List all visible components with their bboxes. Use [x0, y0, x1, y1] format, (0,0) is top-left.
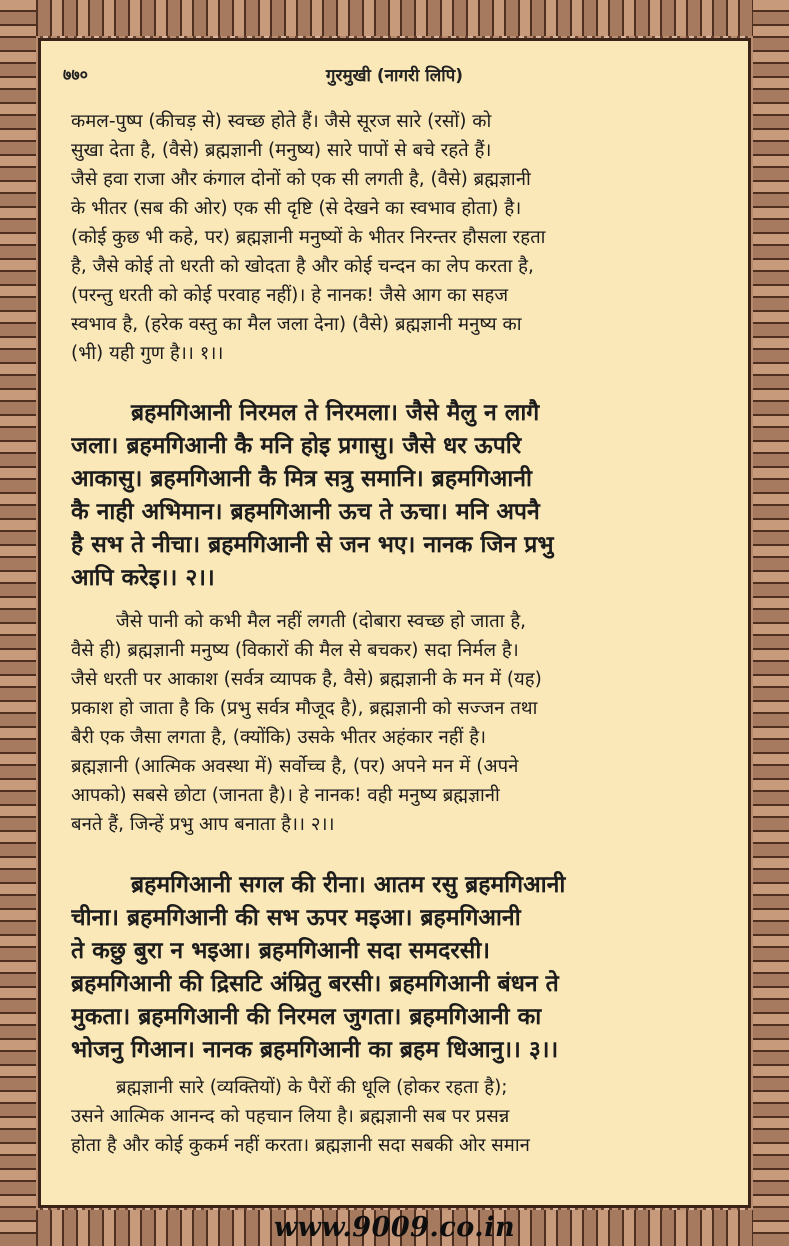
text-line: होता है और कोई कुकर्म नहीं करता। ब्रह्मज्ञानी सदा सबकी ओर समान — [71, 1135, 530, 1156]
text-line: वैसे ही) ब्रह्मज्ञानी मनुष्य (विकारों की मैल से बचकर) सदा निर्मल है। — [71, 640, 519, 661]
text-line: जैसे धरती पर आकाश (सर्वत्र व्यापक है, वैसे) ब्रह्मज्ञानी के मन में (यह) — [71, 669, 542, 690]
verse-line: आपि करेइ।। २।। — [71, 565, 215, 591]
translation-block-1 — [71, 107, 722, 368]
text-line: स्वभाव है, (हरेक वस्तु का मैल जला देना) (वैसे) ब्रह्मज्ञानी मनुष्य का — [71, 314, 522, 335]
text-line: जैसे हवा राजा और कंगाल दोनों को एक सी लगती है, (वैसे) ब्रह्मज्ञानी — [71, 169, 531, 190]
page-number: ७७० — [63, 65, 88, 84]
border-top — [0, 0, 789, 36]
verse-line: है सभ ते नीचा। ब्रहमगिआनी से जन भए। नानक जिन प्रभु — [71, 532, 554, 558]
text-line: कमल-पुष्प (कीचड़ से) स्वच्छ होते हैं। जैसे सूरज सारे (रसों) को — [71, 111, 492, 132]
verse-line: मुकता। ब्रहमगिआनी की निरमल जुगता। ब्रहमगिआनी का — [71, 1004, 542, 1030]
text-line: ब्रह्मज्ञानी सारे (व्यक्तियों) के पैरों की धूलि (होकर रहता है); — [116, 1077, 508, 1098]
text-line: आपको) सबसे छोटा (जानता है)। हे नानक! वही मनुष्य ब्रह्मज्ञानी — [71, 785, 500, 806]
text-line: (परन्तु धरती को कोई परवाह नहीं)। हे नानक! जैसे आग का सहज — [71, 285, 509, 306]
text-line: बैरी एक जैसा लगता है, (क्योंकि) उसके भीतर अहंकार नहीं है। — [71, 727, 487, 748]
text-line: (भी) यही गुण है।। १।। — [71, 343, 224, 364]
verse-line: ब्रहमगिआनी सगल की रीना। आतम रसु ब्रहमगिआनी — [131, 872, 566, 898]
verse-line: भोजनु गिआन। नानक ब्रहमगिआनी का ब्रहम धिआनु।। ३।। — [71, 1037, 559, 1063]
verse-line: ब्रहमगिआनी निरमल ते निरमला। जैसे मैलु न लागै — [131, 400, 540, 426]
verse-block-2 — [71, 397, 722, 595]
page-header — [41, 63, 748, 91]
translation-block-3 — [71, 1073, 722, 1160]
text-line: बनते हैं, जिन्हें प्रभु आप बनाता है।। २।। — [71, 814, 335, 835]
page-panel — [38, 38, 751, 1208]
verse-line: ब्रहमगिआनी की द्रिसटि अंम्रितु बरसी। ब्रहमगिआनी बंधन ते — [71, 971, 559, 997]
text-line: (कोई कुछ भी कहे, पर) ब्रह्मज्ञानी मनुष्यों के भीतर निरन्तर हौसला रहता — [71, 227, 546, 248]
verse-block-3 — [71, 869, 722, 1067]
translation-block-2 — [71, 607, 722, 839]
page-title: गुरमुखी (नागरी लिपि) — [325, 66, 464, 86]
border-left — [0, 0, 36, 1246]
text-line: उसने आत्मिक आनन्द को पहचान लिया है। ब्रह्मज्ञानी सब पर प्रसन्न — [71, 1106, 510, 1127]
text-line: जैसे पानी को कभी मैल नहीं लगती (दोबारा स्वच्छ हो जाता है, — [116, 611, 527, 632]
text-line: ब्रह्मज्ञानी (आत्मिक अवस्था में) सर्वोच्च है, (पर) अपने मन में (अपने — [71, 756, 519, 777]
verse-line: ते कछु बुरा न भइआ। ब्रहमगिआनी सदा समदरसी। — [71, 938, 490, 964]
verse-line: कै नाही अभिमान। ब्रहमगिआनी ऊच ते ऊचा। मनि अपनै — [71, 499, 540, 525]
website-footer: www.9009.co.in — [273, 1212, 516, 1243]
text-line: के भीतर (सब की ओर) एक सी दृष्टि (से देखने का स्वभाव होता) है। — [71, 198, 522, 219]
border-right — [753, 0, 789, 1246]
verse-line: जला। ब्रहमगिआनी कै मनि होइ प्रगासु। जैसे धर ऊपरि — [71, 433, 522, 459]
text-line: है, जैसे कोई तो धरती को खोदता है और कोई चन्दन का लेप करता है, — [71, 256, 534, 277]
verse-line: आकासु। ब्रहमगिआनी कै मित्र सत्रु समानि। ब्रहमगिआनी — [71, 466, 532, 492]
text-line: सुखा देता है, (वैसे) ब्रह्मज्ञानी (मनुष्य) सारे पापों से बचे रहते हैं। — [71, 140, 492, 161]
verse-line: चीना। ब्रहमगिआनी की सभ ऊपर मइआ। ब्रहमगिआनी — [71, 905, 521, 931]
text-line: प्रकाश हो जाता है कि (प्रभु सर्वत्र मौजूद है), ब्रह्मज्ञानी को सज्जन तथा — [71, 698, 538, 719]
